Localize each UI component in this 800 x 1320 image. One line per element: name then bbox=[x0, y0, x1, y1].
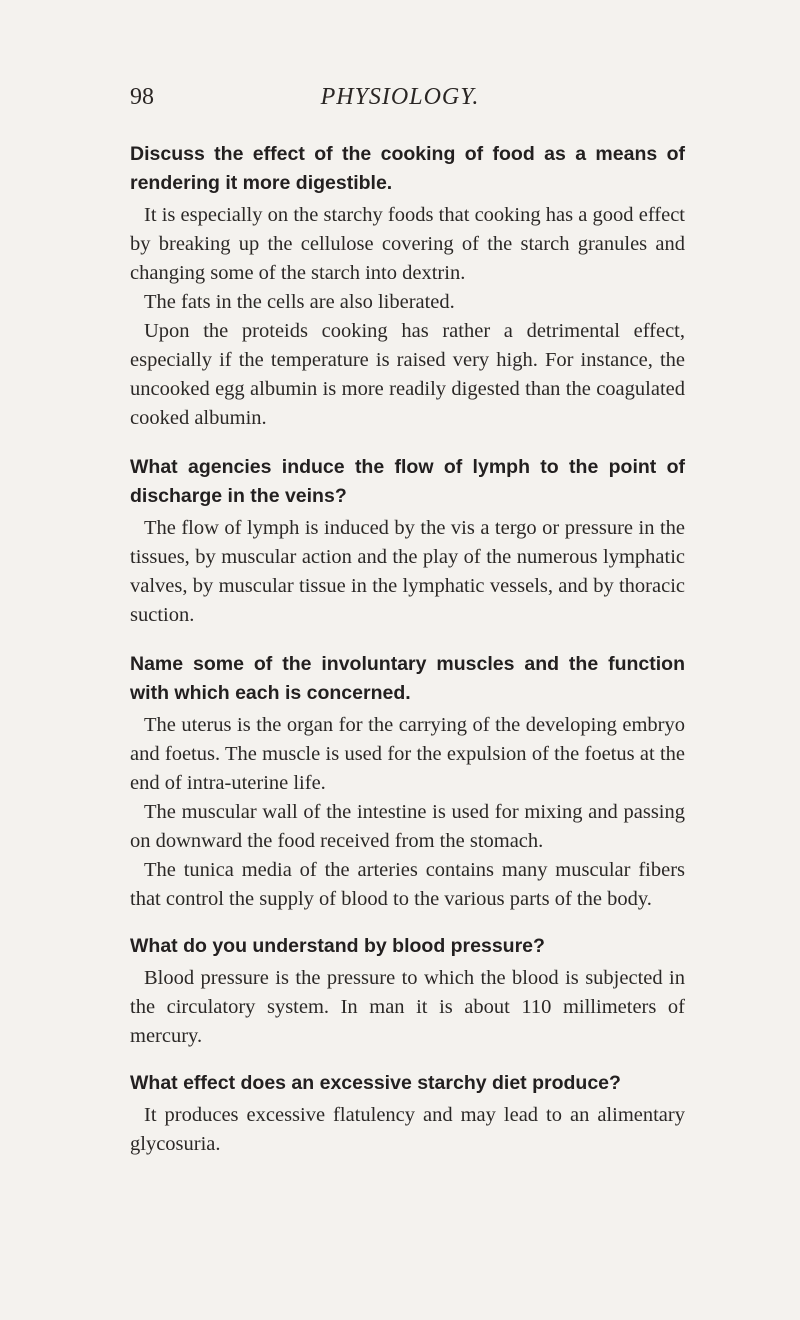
question-heading: What agencies induce the flow of lymph to the point of discharge in the veins? bbox=[130, 456, 685, 507]
answer-paragraph: Upon the proteids cooking has rather a detrimental effect, especially if the temperature is raised very high. For instance, the uncooked egg albumin is more readily digested than the coagulated cooked albumin. bbox=[130, 320, 685, 429]
answer-paragraph: The fats in the cells are also liberated. bbox=[144, 291, 455, 313]
qa-block-blood-pressure bbox=[130, 932, 685, 1051]
answer-paragraph: The muscular wall of the intestine is used for mixing and passing on downward the food received from the stomach. bbox=[130, 801, 685, 852]
body-text bbox=[130, 140, 685, 1174]
qa-block-starchy-diet bbox=[130, 1069, 685, 1159]
answer-paragraph: The uterus is the organ for the carrying of the developing embryo and foetus. The muscle is used for the expulsion of the foetus at the end of intra-uterine life. bbox=[130, 714, 685, 794]
answer-paragraph: It produces excessive flatulency and may lead to an alimentary glycosuria. bbox=[130, 1104, 685, 1155]
qa-block-cooking-digestibility bbox=[130, 140, 685, 433]
running-head bbox=[130, 80, 670, 114]
answer-paragraph: The tunica media of the arteries contains many muscular fibers that control the supply of blood to the various parts of the body. bbox=[130, 859, 685, 910]
running-title: PHYSIOLOGY. bbox=[320, 84, 480, 110]
question-heading: What do you understand by blood pressure? bbox=[130, 935, 545, 957]
answer-paragraph: Blood pressure is the pressure to which the blood is subjected in the circulatory system. In man it is about 110 millimeters of mercury. bbox=[130, 967, 685, 1047]
qa-block-involuntary-muscles bbox=[130, 650, 685, 914]
qa-block-lymph-flow bbox=[130, 453, 685, 630]
question-heading: Name some of the involuntary muscles and the function with which each is concerned. bbox=[130, 653, 685, 704]
answer-paragraph: It is especially on the starchy foods that cooking has a good effect by breaking up the cellulose covering of the starch granules and changing some of the starch into dextrin. bbox=[130, 204, 685, 284]
question-heading: What effect does an excessive starchy diet produce? bbox=[130, 1072, 621, 1094]
page-number: 98 bbox=[130, 84, 154, 110]
answer-paragraph: The flow of lymph is induced by the vis a tergo or pressure in the tissues, by muscular action and the play of the numerous lymphatic valves, by muscular tissue in the lymphatic vessels, and by thoracic suction. bbox=[130, 517, 685, 626]
question-heading: Discuss the effect of the cooking of food as a means of rendering it more digestible. bbox=[130, 143, 685, 194]
